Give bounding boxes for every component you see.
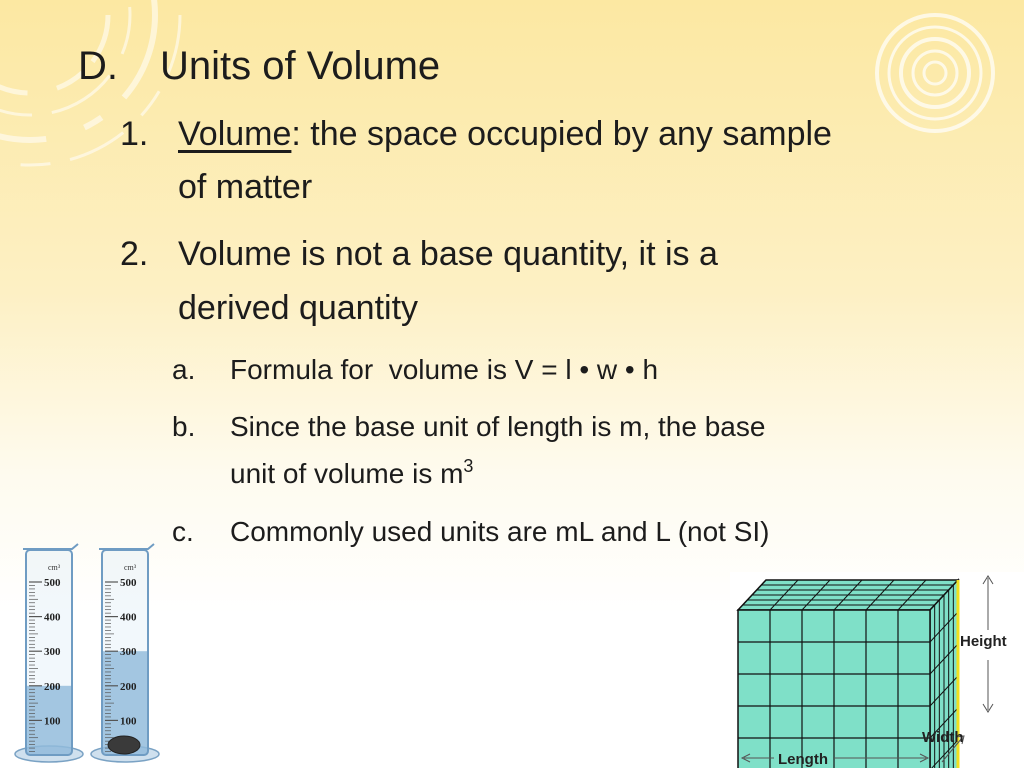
right-cylinder-unit: cm³ [124, 563, 137, 572]
heading-marker: D. [78, 44, 118, 88]
subitem-b-line2 [230, 458, 473, 490]
subitem-a-text: Formula for volume is V = l • w • h [230, 354, 659, 385]
left-scale-label: 200 [44, 680, 61, 693]
right-scale-label: 100 [120, 715, 137, 728]
right-scale-label: 400 [120, 611, 137, 624]
subitem-c-text: Commonly used units are mL and L (not SI) [230, 516, 770, 547]
item-1-definition: : the space occupied by any sample [291, 115, 832, 153]
subitem-a-marker: a. [172, 354, 196, 385]
heading-title: Units of Volume [160, 44, 441, 88]
left-cylinder-unit: cm³ [48, 563, 61, 572]
cubic-exponent: 3 [463, 456, 474, 476]
left-scale-label: 500 [44, 577, 61, 589]
item-2-marker: 2. [120, 235, 149, 273]
decorative-rings-right [870, 8, 1000, 138]
subitem-b-line1: Since the base unit of length is m, the base [230, 411, 766, 442]
left-scale-label: 100 [44, 715, 61, 728]
item-1-line2: of matter [178, 168, 313, 206]
left-scale-label: 300 [44, 646, 61, 659]
right-cylinder-spout [99, 544, 154, 549]
graduated-cylinders-image [0, 540, 170, 768]
item-2-line2: derived quantity [178, 289, 419, 327]
right-scale-label: 500 [120, 577, 137, 589]
right-scale-label: 300 [120, 646, 137, 659]
item-1-marker: 1. [120, 115, 149, 153]
subitem-c-marker: c. [172, 516, 194, 547]
width-label: Width [922, 729, 964, 746]
submerged-object [108, 736, 140, 754]
length-label: Length [778, 751, 828, 768]
subitem-b-line2-text: unit of volume is m [230, 458, 464, 489]
item-2-line1: Volume is not a base quantity, it is a [178, 235, 718, 273]
height-label: Height [960, 633, 1007, 650]
right-scale-label: 200 [120, 680, 137, 693]
volume-cube-diagram [730, 572, 1024, 768]
volume-term: Volume [178, 115, 292, 153]
item-1-line1 [178, 115, 832, 154]
left-cylinder-spout [23, 544, 78, 549]
left-scale-label: 400 [44, 611, 61, 624]
subitem-b-marker: b. [172, 411, 196, 442]
